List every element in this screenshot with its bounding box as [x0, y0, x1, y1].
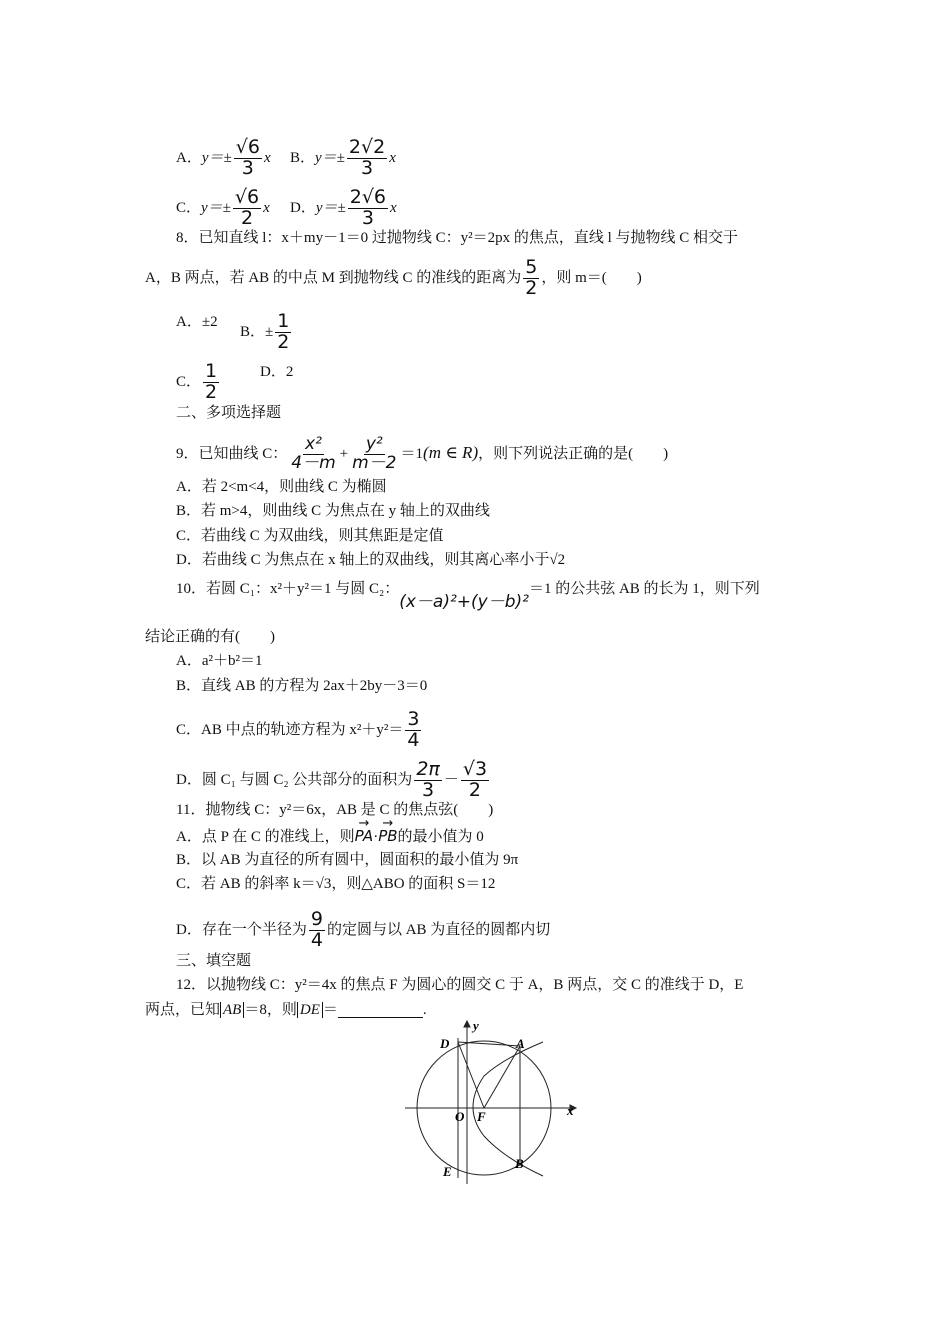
q11-stem: 11．抛物线 C：y²＝6x，AB 是 C 的焦点弦( ) [176, 802, 494, 818]
y-axis-arrow [464, 1021, 470, 1027]
q9-option-a: A．若 2<m<4，则曲线 C 为椭圆 [176, 479, 387, 495]
q10-stem-line2: 结论正确的有( ) [145, 629, 275, 645]
section-heading-multiple-choice: 二、多项选择题 [176, 403, 282, 421]
q8-option-b: B．± $\frac{1}{2}$ [240, 310, 290, 353]
q8-stem-line1: 8．已知直线 l：x＋my－1＝0 过抛物线 C：y²＝2px 的焦点，直线 l 与抛物线 C 相交于 [176, 230, 739, 246]
q9-option-c: C．若曲线 C 为双曲线，则其焦距是定值 [176, 528, 444, 544]
q10-option-c: C．AB 中点的轨迹方程为 x²＋y²＝ $\frac{3}{4}$ [176, 708, 420, 751]
q10-option-a: A．a²＋b²＝1 [176, 653, 263, 669]
q11-option-b: B．以 AB 为直径的所有圆中，圆面积的最小值为 9π [176, 852, 519, 868]
q8-option-d: D．2 [260, 364, 294, 380]
q10-option-d: D．圆 C₁ 与圆 C₂ 公共部分的面积为 $\frac{2\pi}{3}$ － $\frac{√3}{2}$ [176, 758, 488, 801]
q7-option-a: A．y＝± $\frac{√6}{3}$ x [176, 136, 271, 179]
q9-stem: 9．已知曲线 C： $\frac{\text{x²}}{4-m}$ + $\frac{\text{y²}}{m-2}$ ＝1(m ∈ R)，则下列说法正确的是( ) [176, 434, 669, 473]
label-d: D [440, 1036, 450, 1051]
q11-option-c: C．若 AB 的斜率 k＝√3，则△ABO 的面积 S＝12 [176, 876, 496, 892]
q7-option-d: D．y＝± $\frac{2√6}{3}$ x [290, 186, 397, 229]
q7-option-b: B．y＝± $\frac{2√2}{3}$ x [290, 136, 396, 179]
label-b: B [515, 1156, 524, 1171]
q12-figure [400, 1018, 585, 1188]
segment-df [458, 1042, 484, 1108]
segment-fa [484, 1046, 520, 1108]
q12-stem-line1: 12．以抛物线 C：y²＝4x 的焦点 F 为圆心的圆交 C 于 A，B 两点，交 C 的准线于 D，E [176, 977, 744, 993]
label-o: O [455, 1109, 465, 1124]
q12-stem-line2: 两点，已知 AB ＝8，则 DE ＝ . [145, 1002, 427, 1018]
q10-option-b: B．直线 AB 的方程为 2ax＋2by－3＝0 [176, 678, 428, 694]
q12-answer-blank[interactable] [338, 1003, 423, 1018]
label-e: E [443, 1164, 452, 1179]
label-y: y [473, 1018, 479, 1033]
section-heading-fill-in: 三、填空题 [176, 951, 252, 969]
q11-option-a: A．点 P 在 C 的准线上，则→ PA·→ PB的最小值为 0 [176, 826, 484, 847]
q8-stem-line2: A，B 两点，若 AB 的中点 M 到抛物线 C 的准线的距离为 $\frac{5}{2}$ ，则 m＝( ) [145, 256, 642, 299]
q7-option-c: C．y＝± $\frac{√6}{2}$ x [176, 186, 270, 229]
label-a: A [516, 1036, 525, 1051]
label-f: F [477, 1109, 486, 1124]
q11-option-d: D．存在一个半径为 $\frac{9}{4}$ 的定圆与以 AB 为直径的圆都内切 [176, 908, 551, 951]
label-x: x [567, 1103, 574, 1118]
q9-option-d: D．若曲线 C 为焦点在 x 轴上的双曲线，则其离心率小于√2 [176, 552, 566, 568]
q9-option-b: B．若 m>4，则曲线 C 为焦点在 y 轴上的双曲线 [176, 503, 490, 519]
q8-option-a: A．±2 [176, 314, 218, 330]
q10-stem-line1: 10．若圆 C₁：x²＋y²＝1 与圆 C₂：(x－a)²+(y－b)²＝1 的公共弦 AB 的长为 1，则下列 [176, 581, 760, 612]
q8-option-c: C． $\frac{1}{2}$ [176, 360, 218, 403]
